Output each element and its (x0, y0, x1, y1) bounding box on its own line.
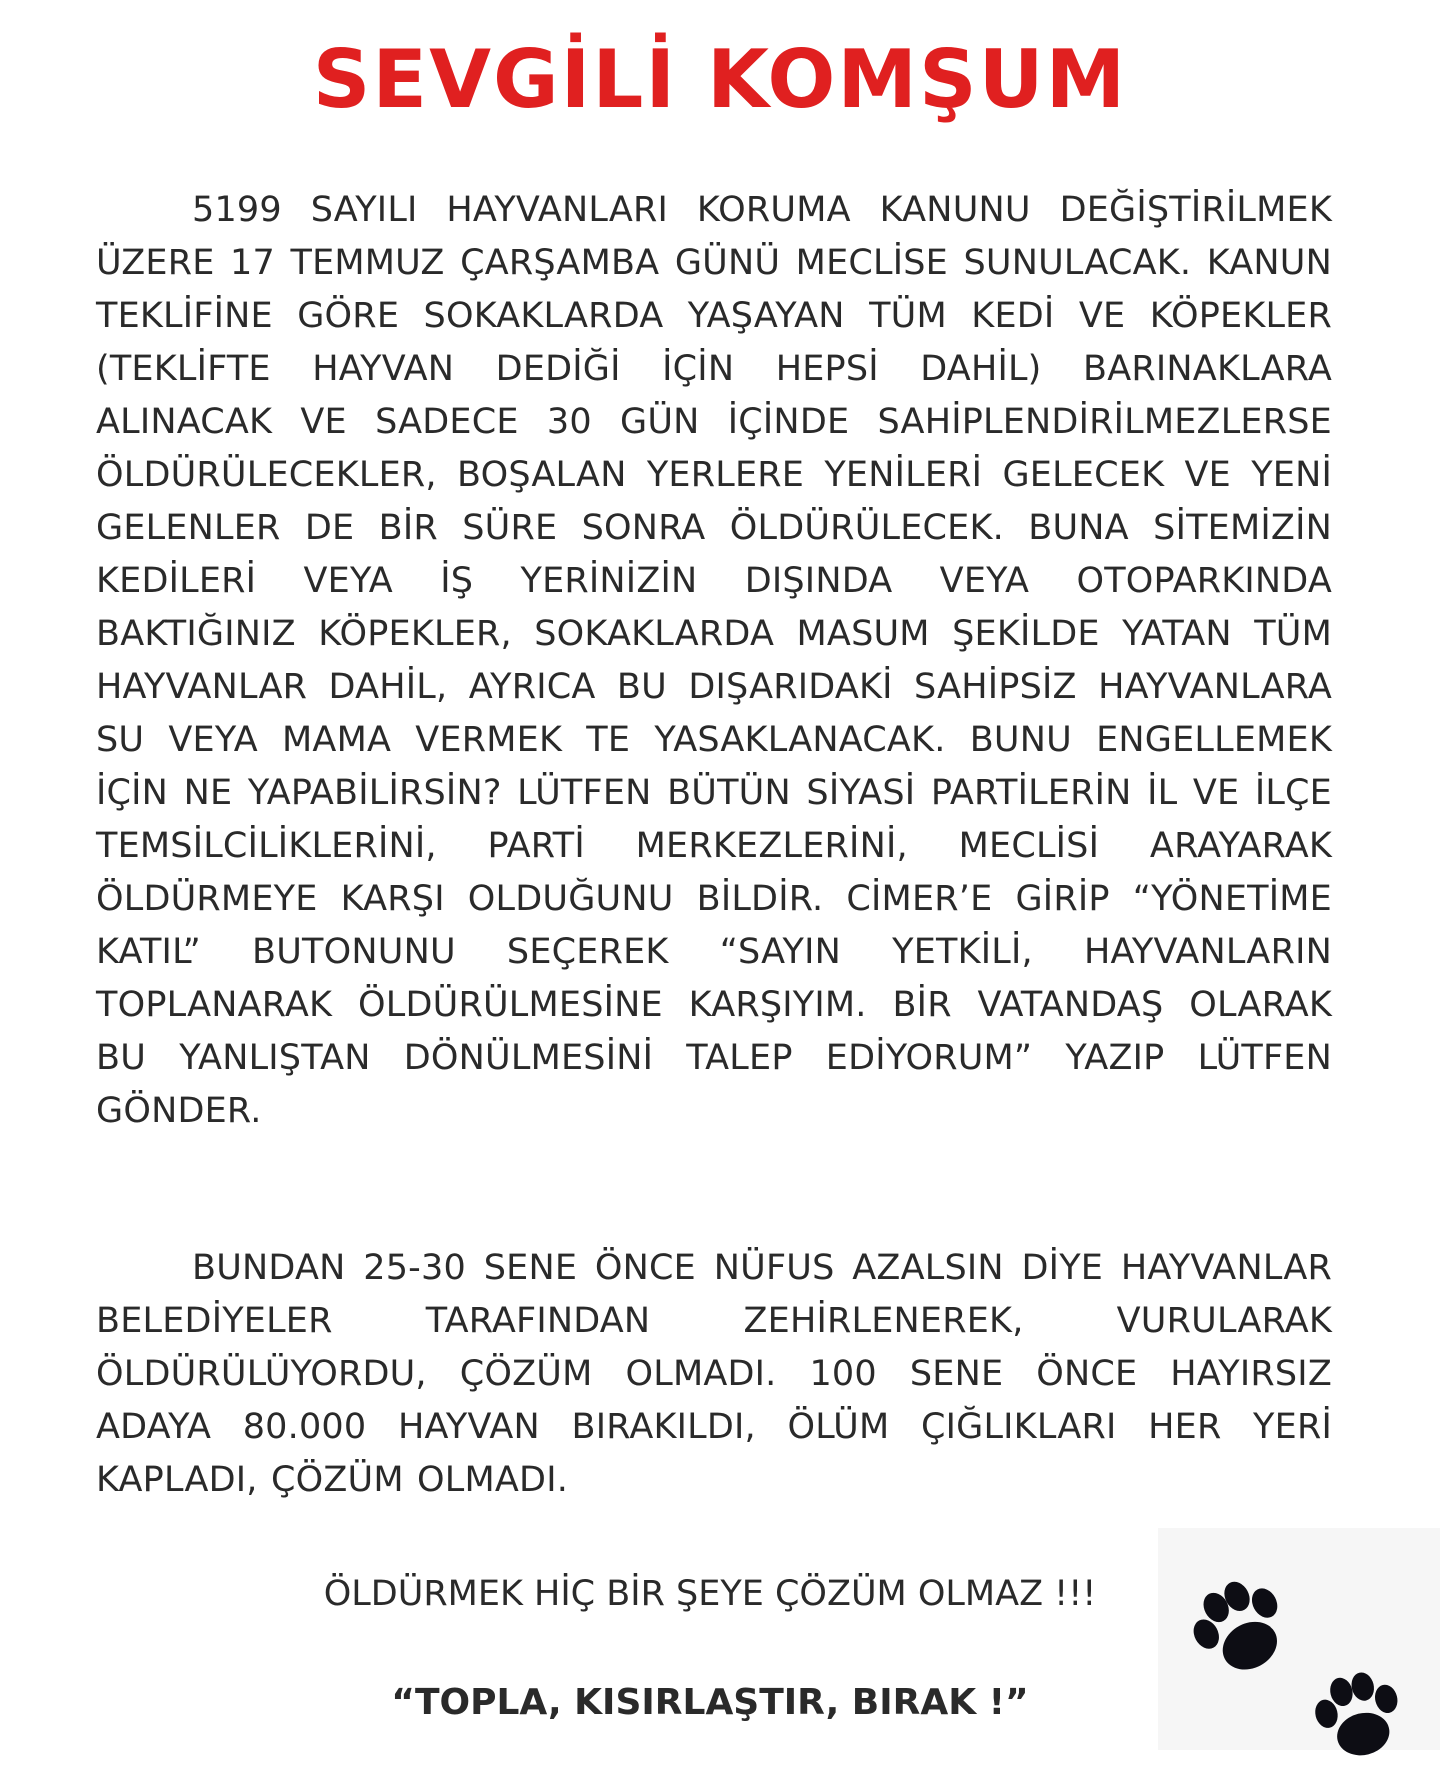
paragraph-history: BUNDAN 25-30 SENE ÖNCE NÜFUS AZALSIN DİYE HAYVANLAR BELEDİYELER TARAFINDAN ZEHİRLENEREK, VURULARAK ÖLDÜRÜLÜYORDU, ÇÖZÜM OLMADI. 100 SENE ÖNCE HAYIRSIZ ADAYA 80.000 HAYVAN BIRAKILDI, ÖLÜM ÇIĞLIKLARI HER YERİ KAPLADI, ÇÖZÜM OLMADI. (96, 1248, 1332, 1500)
page-title: SEVGİLİ KOMŞUM (312, 33, 1128, 126)
slogan-no-killing: ÖLDÜRMEK HİÇ BİR ŞEYE ÇÖZÜM OLMAZ !!! (323, 1574, 1097, 1614)
paragraph-law-change: 5199 SAYILI HAYVANLARI KORUMA KANUNU DEĞİŞTİRİLMEK ÜZERE 17 TEMMUZ ÇARŞAMBA GÜNÜ MECLİSE SUNULACAK. KANUN TEKLİFİNE GÖRE SOKAKLARDA YAŞAYAN TÜM KEDİ VE KÖPEKLER (TEKLİFTE HAYVAN DEDİĞİ İÇİN HEPSİ DAHİL) BARINAKLARA ALINACAK VE SADECE 30 GÜN İÇİNDE SAHİPLENDİRİLMEZLERSE ÖLDÜRÜLECEKLER, BOŞALAN YERLERE YENİLERİ GELECEK VE YENİ GELENLER DE BİR SÜRE SONRA ÖLDÜRÜLECEK. BUNA SİTEMİZİN KEDİLERİ VEYA İŞ YERİNİZİN DIŞINDA VEYA OTOPARKINDA BAKTIĞINIZ KÖPEKLER, SOKAKLARDA MASUM ŞEKİLDE YATAN TÜM HAYVANLAR DAHİL, AYRICA BU DIŞARIDAKİ SAHİPSİZ HAYVANLARA SU VEYA MAMA VERMEK TE YASAKLANACAK. BUNU ENGELLEMEK İÇİN NE YAPABİLİRSİN? LÜTFEN BÜTÜN SİYASİ PARTİLERİN İL VE İLÇE TEMSİLCİLİKLERİNİ, PARTİ MERKEZLERİNİ, MECLİSİ ARAYARAK ÖLDÜRMEYE KARŞI OLDUĞUNU BİLDİR. CİMER’E GİRİP “YÖNETİME KATIL” BUTONUNU SEÇEREK “SAYIN YETKİLİ, HAYVANLARIN TOPLANARAK ÖLDÜRÜLMESİNE KARŞIYIM. BİR VATANDAŞ OLARAK BU YANLIŞTAN DÖNÜLMESİNİ TALEP EDİYORUM” YAZIP LÜTFEN GÖNDER. (96, 190, 1332, 1131)
slogan-tnr: “TOPLA, KISIRLAŞTIR, BIRAK !” (391, 1682, 1029, 1723)
